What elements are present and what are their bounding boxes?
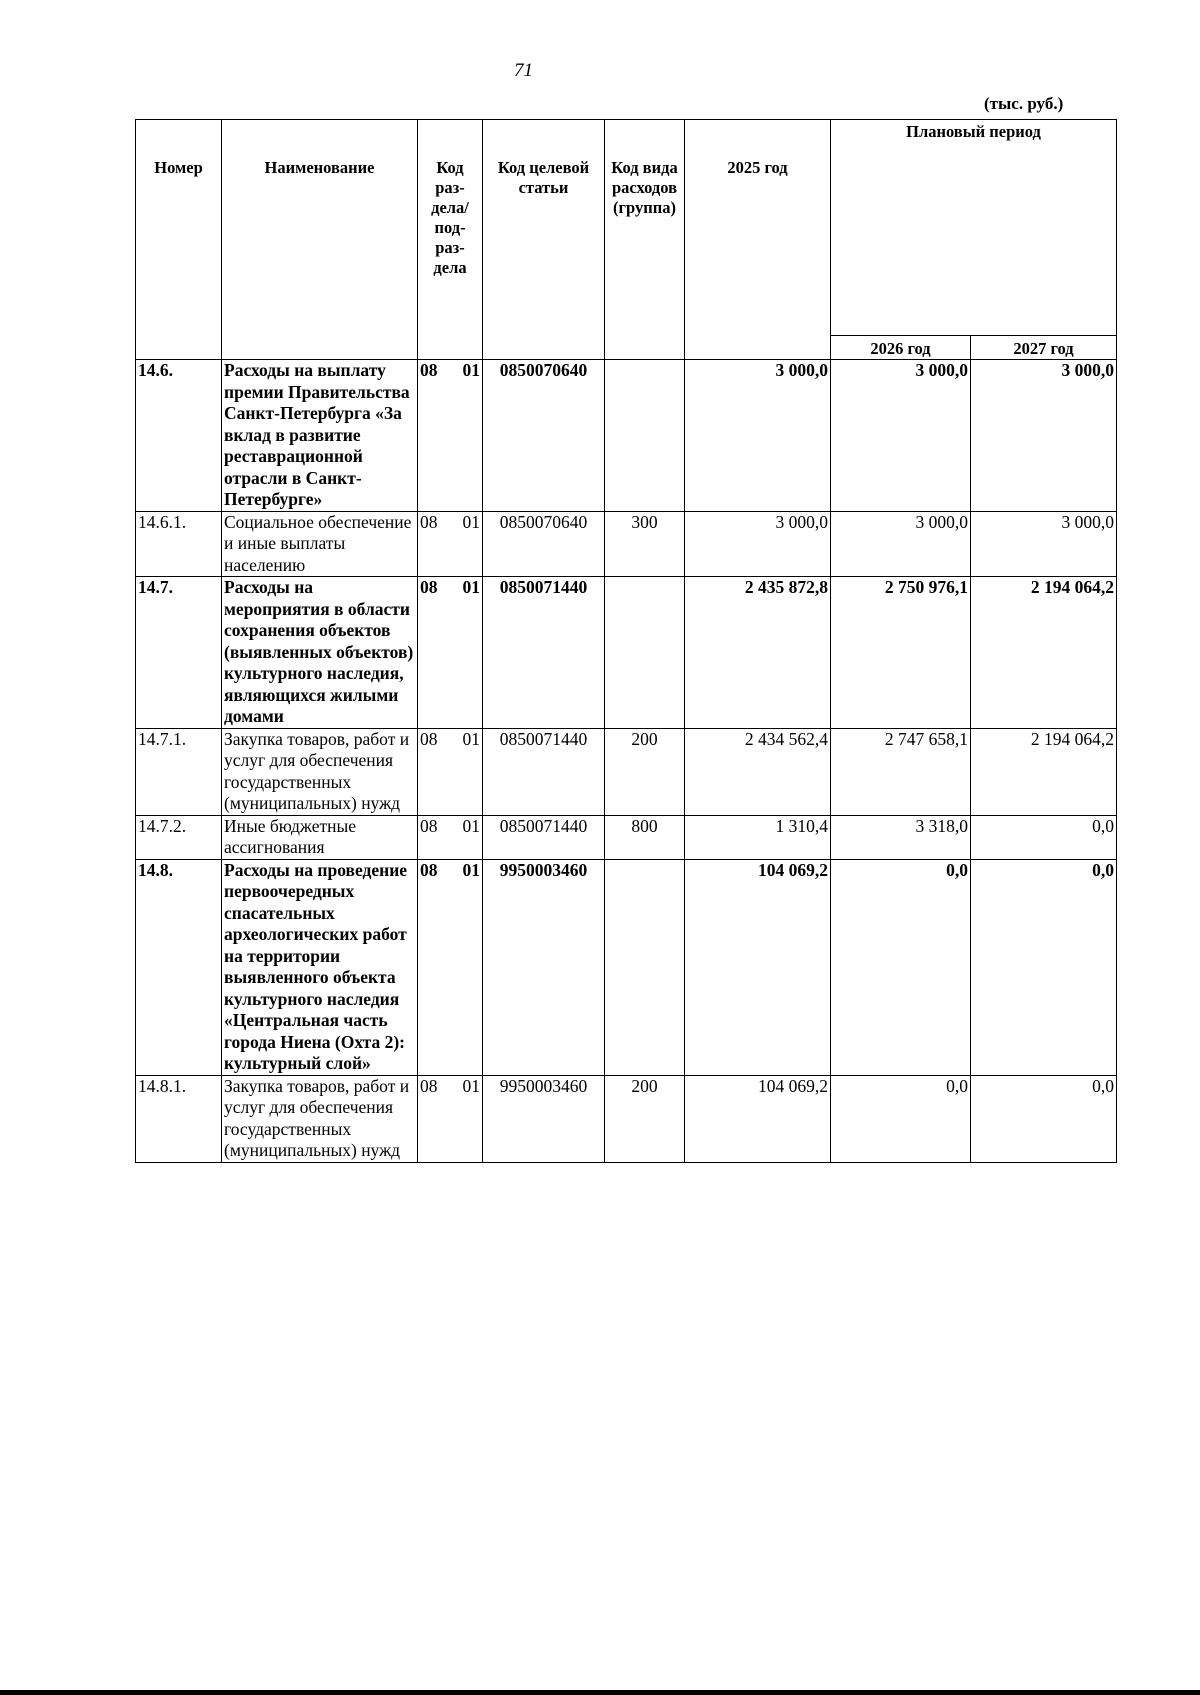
row-section [418, 360, 483, 512]
row-number: 14.8. [136, 859, 222, 1075]
subsection-code: 01 [462, 859, 480, 880]
row-value-2026: 3 000,0 [831, 511, 971, 577]
row-name: Закупка товаров, работ и услуг для обеспечения государственных (муниципальных) нужд [222, 1075, 418, 1162]
row-name: Закупка товаров, работ и услуг для обеспечения государственных (муниципальных) нужд [222, 728, 418, 815]
header-section: Код раз-дела/ под-раз-дела [418, 120, 483, 360]
row-section [418, 577, 483, 729]
row-number: 14.6. [136, 360, 222, 512]
row-value-2027: 3 000,0 [971, 511, 1117, 577]
row-name: Социальное обеспечение и иные выплаты населению [222, 511, 418, 577]
row-value-2025: 3 000,0 [685, 360, 831, 512]
row-section [418, 815, 483, 859]
row-value-2025: 2 434 562,4 [685, 728, 831, 815]
row-group-code: 200 [605, 728, 685, 815]
subsection-code: 01 [462, 511, 480, 532]
row-group-code: 200 [605, 1075, 685, 1162]
row-number: 14.7. [136, 577, 222, 729]
row-value-2025: 3 000,0 [685, 511, 831, 577]
table-row [136, 815, 1117, 859]
page-number: 71 [514, 60, 533, 81]
subsection-code: 01 [462, 577, 480, 597]
row-value-2027: 3 000,0 [971, 360, 1117, 512]
section-code: 08 [420, 859, 438, 880]
table-row [136, 577, 1117, 729]
row-target-code: 9950003460 [483, 1075, 605, 1162]
row-target-code: 0850071440 [483, 728, 605, 815]
row-section [418, 728, 483, 815]
row-name: Расходы на мероприятия в области сохранения объектов (выявленных объектов) культурного наследия, являющихся жилыми домами [222, 577, 418, 729]
row-value-2027: 0,0 [971, 859, 1117, 1075]
row-group-code: 800 [605, 815, 685, 859]
header-name: Наименование [222, 120, 418, 360]
row-target-code: 0850070640 [483, 360, 605, 512]
table-row [136, 859, 1117, 1075]
row-value-2027: 2 194 064,2 [971, 577, 1117, 729]
row-value-2025: 104 069,2 [685, 1075, 831, 1162]
row-number: 14.6.1. [136, 511, 222, 577]
subsection-code: 01 [462, 360, 480, 380]
section-code: 08 [420, 815, 438, 836]
header-2025: 2025 год [685, 120, 831, 360]
row-value-2026: 3 000,0 [831, 360, 971, 512]
row-value-2027: 2 194 064,2 [971, 728, 1117, 815]
row-value-2026: 2 747 658,1 [831, 728, 971, 815]
row-name: Иные бюджетные ассигнования [222, 815, 418, 859]
row-name: Расходы на проведение первоочередных спасательных археологических работ на территории выявленного объекта культурного наследия «Центральная часть города Ниена (Охта 2): культурный слой» [222, 859, 418, 1075]
section-code: 08 [420, 577, 438, 597]
header-group: Код вида расходов (группа) [605, 120, 685, 360]
header-target: Код целевой статьи [483, 120, 605, 360]
row-value-2026: 2 750 976,1 [831, 577, 971, 729]
units-label: (тыс. руб.) [984, 94, 1064, 113]
row-value-2025: 2 435 872,8 [685, 577, 831, 729]
section-code: 08 [420, 360, 438, 380]
row-value-2026: 0,0 [831, 1075, 971, 1162]
table-body [136, 360, 1117, 1163]
header-planned-period: Плановый период [831, 120, 1117, 336]
row-group-code [605, 577, 685, 729]
row-value-2027: 0,0 [971, 1075, 1117, 1162]
row-section [418, 511, 483, 577]
row-group-code: 300 [605, 511, 685, 577]
table-row [136, 511, 1117, 577]
subsection-code: 01 [462, 815, 480, 836]
row-value-2027: 0,0 [971, 815, 1117, 859]
row-section [418, 859, 483, 1075]
header-2026: 2026 год [831, 336, 971, 360]
row-number: 14.7.1. [136, 728, 222, 815]
row-group-code [605, 859, 685, 1075]
row-number: 14.8.1. [136, 1075, 222, 1162]
subsection-code: 01 [462, 1075, 480, 1096]
row-target-code: 0850070640 [483, 511, 605, 577]
table-row [136, 1075, 1117, 1162]
row-name: Расходы на выплату премии Правительства Санкт-Петербурга «За вклад в развитие реставрационной отрасли в Санкт-Петербурге» [222, 360, 418, 512]
row-value-2026: 0,0 [831, 859, 971, 1075]
table-row [136, 728, 1117, 815]
section-code: 08 [420, 511, 438, 532]
row-target-code: 0850071440 [483, 577, 605, 729]
section-code: 08 [420, 1075, 438, 1096]
row-group-code [605, 360, 685, 512]
header-2027: 2027 год [971, 336, 1117, 360]
row-value-2025: 1 310,4 [685, 815, 831, 859]
row-value-2026: 3 318,0 [831, 815, 971, 859]
row-target-code: 9950003460 [483, 859, 605, 1075]
budget-table [135, 119, 1117, 1163]
subsection-code: 01 [462, 728, 480, 749]
page-bottom-edge [0, 1690, 1200, 1695]
row-section [418, 1075, 483, 1162]
row-value-2025: 104 069,2 [685, 859, 831, 1075]
section-code: 08 [420, 728, 438, 749]
row-target-code: 0850071440 [483, 815, 605, 859]
table-row [136, 360, 1117, 512]
header-number: Номер [136, 120, 222, 360]
row-number: 14.7.2. [136, 815, 222, 859]
